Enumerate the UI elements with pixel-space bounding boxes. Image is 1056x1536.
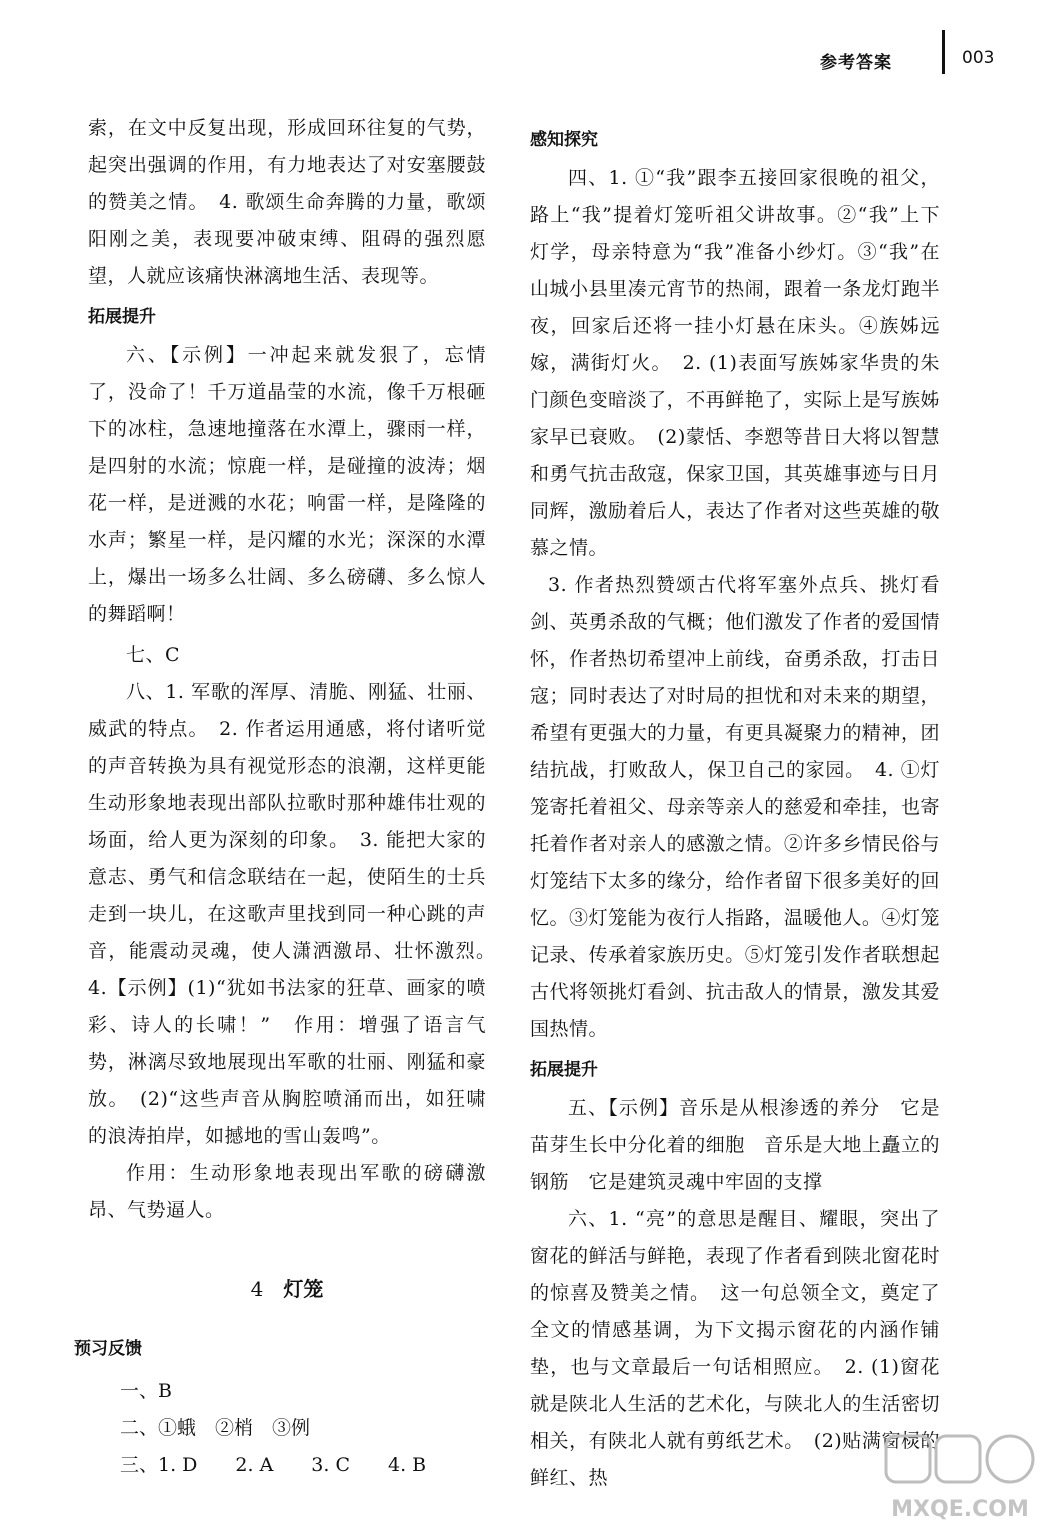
left-column: [74, 110, 506, 1484]
right-column: [530, 118, 940, 1497]
lesson-title: [88, 1269, 486, 1309]
watermark-logo: [880, 1428, 1040, 1528]
answer-paragraph: 3. 作者热烈赞颂古代将军塞外点兵、挑灯看剑、英勇杀敌的气概；他们激发了作者的爱国情怀，作者热切希望冲上前线，奋勇杀敌，打击日寇；同时表达了对时局的担忧和对未来的期望，希望有更强大的力量，有更具凝聚力的精神，团结抗战，打败敌人，保卫自己的家园。 4. ①灯笼寄托着祖父、母亲等亲人的慈爱和牵挂，也寄托着作者对亲人的感激之情。②许多乡情民俗与灯笼结下太多的缘分，给作者留下很多美好的回忆。③灯笼能为夜行人指路，温暖他人。④灯笼记录、传承着家族历史。⑤灯笼引发作者联想起古代将领挑灯看剑、抗击敌人的情景，激发其爱国热情。: [530, 574, 940, 1040]
answer-paragraph: 六、1. “亮”的意思是醒目、耀眼，突出了窗花的鲜活与鲜艳，表现了作者看到陕北窗花时的惊喜及赞美之情。 这一句总领全文，奠定了全文的情感基调，为下文揭示窗花的内涵作铺垫，也与文章最后一句话相照应。 2. (1)窗花就是陕北人生活的艺术化，与陕北人的生活密切相关，有陕北人就有剪纸艺术。 (2)贴满窗棂的鲜红、热: [530, 1208, 940, 1489]
answer-paragraph: 五、【示例】音乐是从根渗透的养分 它是苗芽生长中分化着的细胞 音乐是大地上矗立的钢筋 它是建筑灵魂中牢固的支撑: [530, 1097, 940, 1193]
answer-line: 一、B: [120, 1380, 172, 1402]
section-heading-expand: 拓展提升: [530, 1060, 598, 1080]
lesson-name: 灯笼: [283, 1277, 324, 1301]
header-divider: [942, 30, 945, 74]
lesson-number: 4: [250, 1277, 264, 1301]
svg-text:MXQE.COM: MXQE.COM: [891, 1497, 1029, 1522]
section-heading-preview: 预习反馈: [74, 1339, 142, 1359]
answer-paragraph: 作用：生动形象地表现出军歌的磅礴激昂、气势逼人。: [88, 1162, 486, 1221]
section-heading-perceive: 感知探究: [530, 130, 598, 150]
answer-line: 三、1. D 2. A 3. C 4. B: [120, 1454, 427, 1476]
answer-paragraph: 索，在文中反复出现，形成回环往复的气势，起突出强调的作用，有力地表达了对安塞腰鼓的赞美之情。 4. 歌颂生命奔腾的力量，歌颂阳刚之美，表现要冲破束缚、阻碍的强烈愿望，人就应该痛快淋漓地生活、表现等。: [88, 117, 486, 287]
header-label: 参考答案: [820, 53, 892, 73]
answer-paragraph: 四、1. ①“我”跟李五接回家很晚的祖父，路上“我”提着灯笼听祖父讲故事。②“我”上下灯学，母亲特意为“我”准备小纱灯。③“我”在山城小县里凑元宵节的热闹，跟着一条龙灯跑半夜，回家后还将一挂小灯悬在床头。④族姊远嫁，满街灯火。 2. (1)表面写族姊家华贵的朱门颜色变暗淡了，不再鲜艳了，实际上是写族姊家早已衰败。 (2)蒙恬、李愬等昔日大将以智慧和勇气抗击敌寇，保家卫国，其英雄事迹与日月同辉，激励着后人，表达了作者对这些英雄的敬慕之情。: [530, 167, 940, 559]
page-number: 003: [962, 48, 995, 68]
section-heading-expand: 拓展提升: [88, 307, 156, 327]
answer-paragraph: 六、【示例】一冲起来就发狠了，忘情了，没命了！千万道晶莹的水流，像千万根砸下的冰柱，急速地撞落在水潭上，骤雨一样，是四射的水流；惊鹿一样，是碰撞的波涛；烟花一样，是迸溅的水花；响雷一样，是隆隆的水声；繁星一样，是闪耀的水光；深深的水潭上，爆出一场多么壮阔、多么磅礴、多么惊人的舞蹈啊！: [88, 344, 486, 625]
answer-paragraph: 七、C: [126, 644, 181, 666]
answer-paragraph: 八、1. 军歌的浑厚、清脆、刚猛、壮丽、威武的特点。 2. 作者运用通感，将付诸听觉的声音转换为具有视觉形态的浪潮，这样更能生动形象地表现出部队拉歌时那种雄伟壮观的场面，给人更为深刻的印象。 3. 能把大家的意志、勇气和信念联结在一起，使陌生的士兵走到一块儿，在这歌声里找到同一种心跳的声音，能震动灵魂，使人潇洒激昂、壮怀激烈。 4.【示例】(1)“犹如书法家的狂草、画家的喷彩、诗人的长啸！” 作用：增强了语言气势，淋漓尽致地展现出军歌的壮丽、刚猛和豪放。 (2)“这些声音从胸腔喷涌而出，如狂啸的浪涛拍岸，如撼地的雪山轰鸣”。: [88, 681, 506, 1147]
answer-line: 二、①蛾 ②梢 ③例: [120, 1417, 311, 1439]
